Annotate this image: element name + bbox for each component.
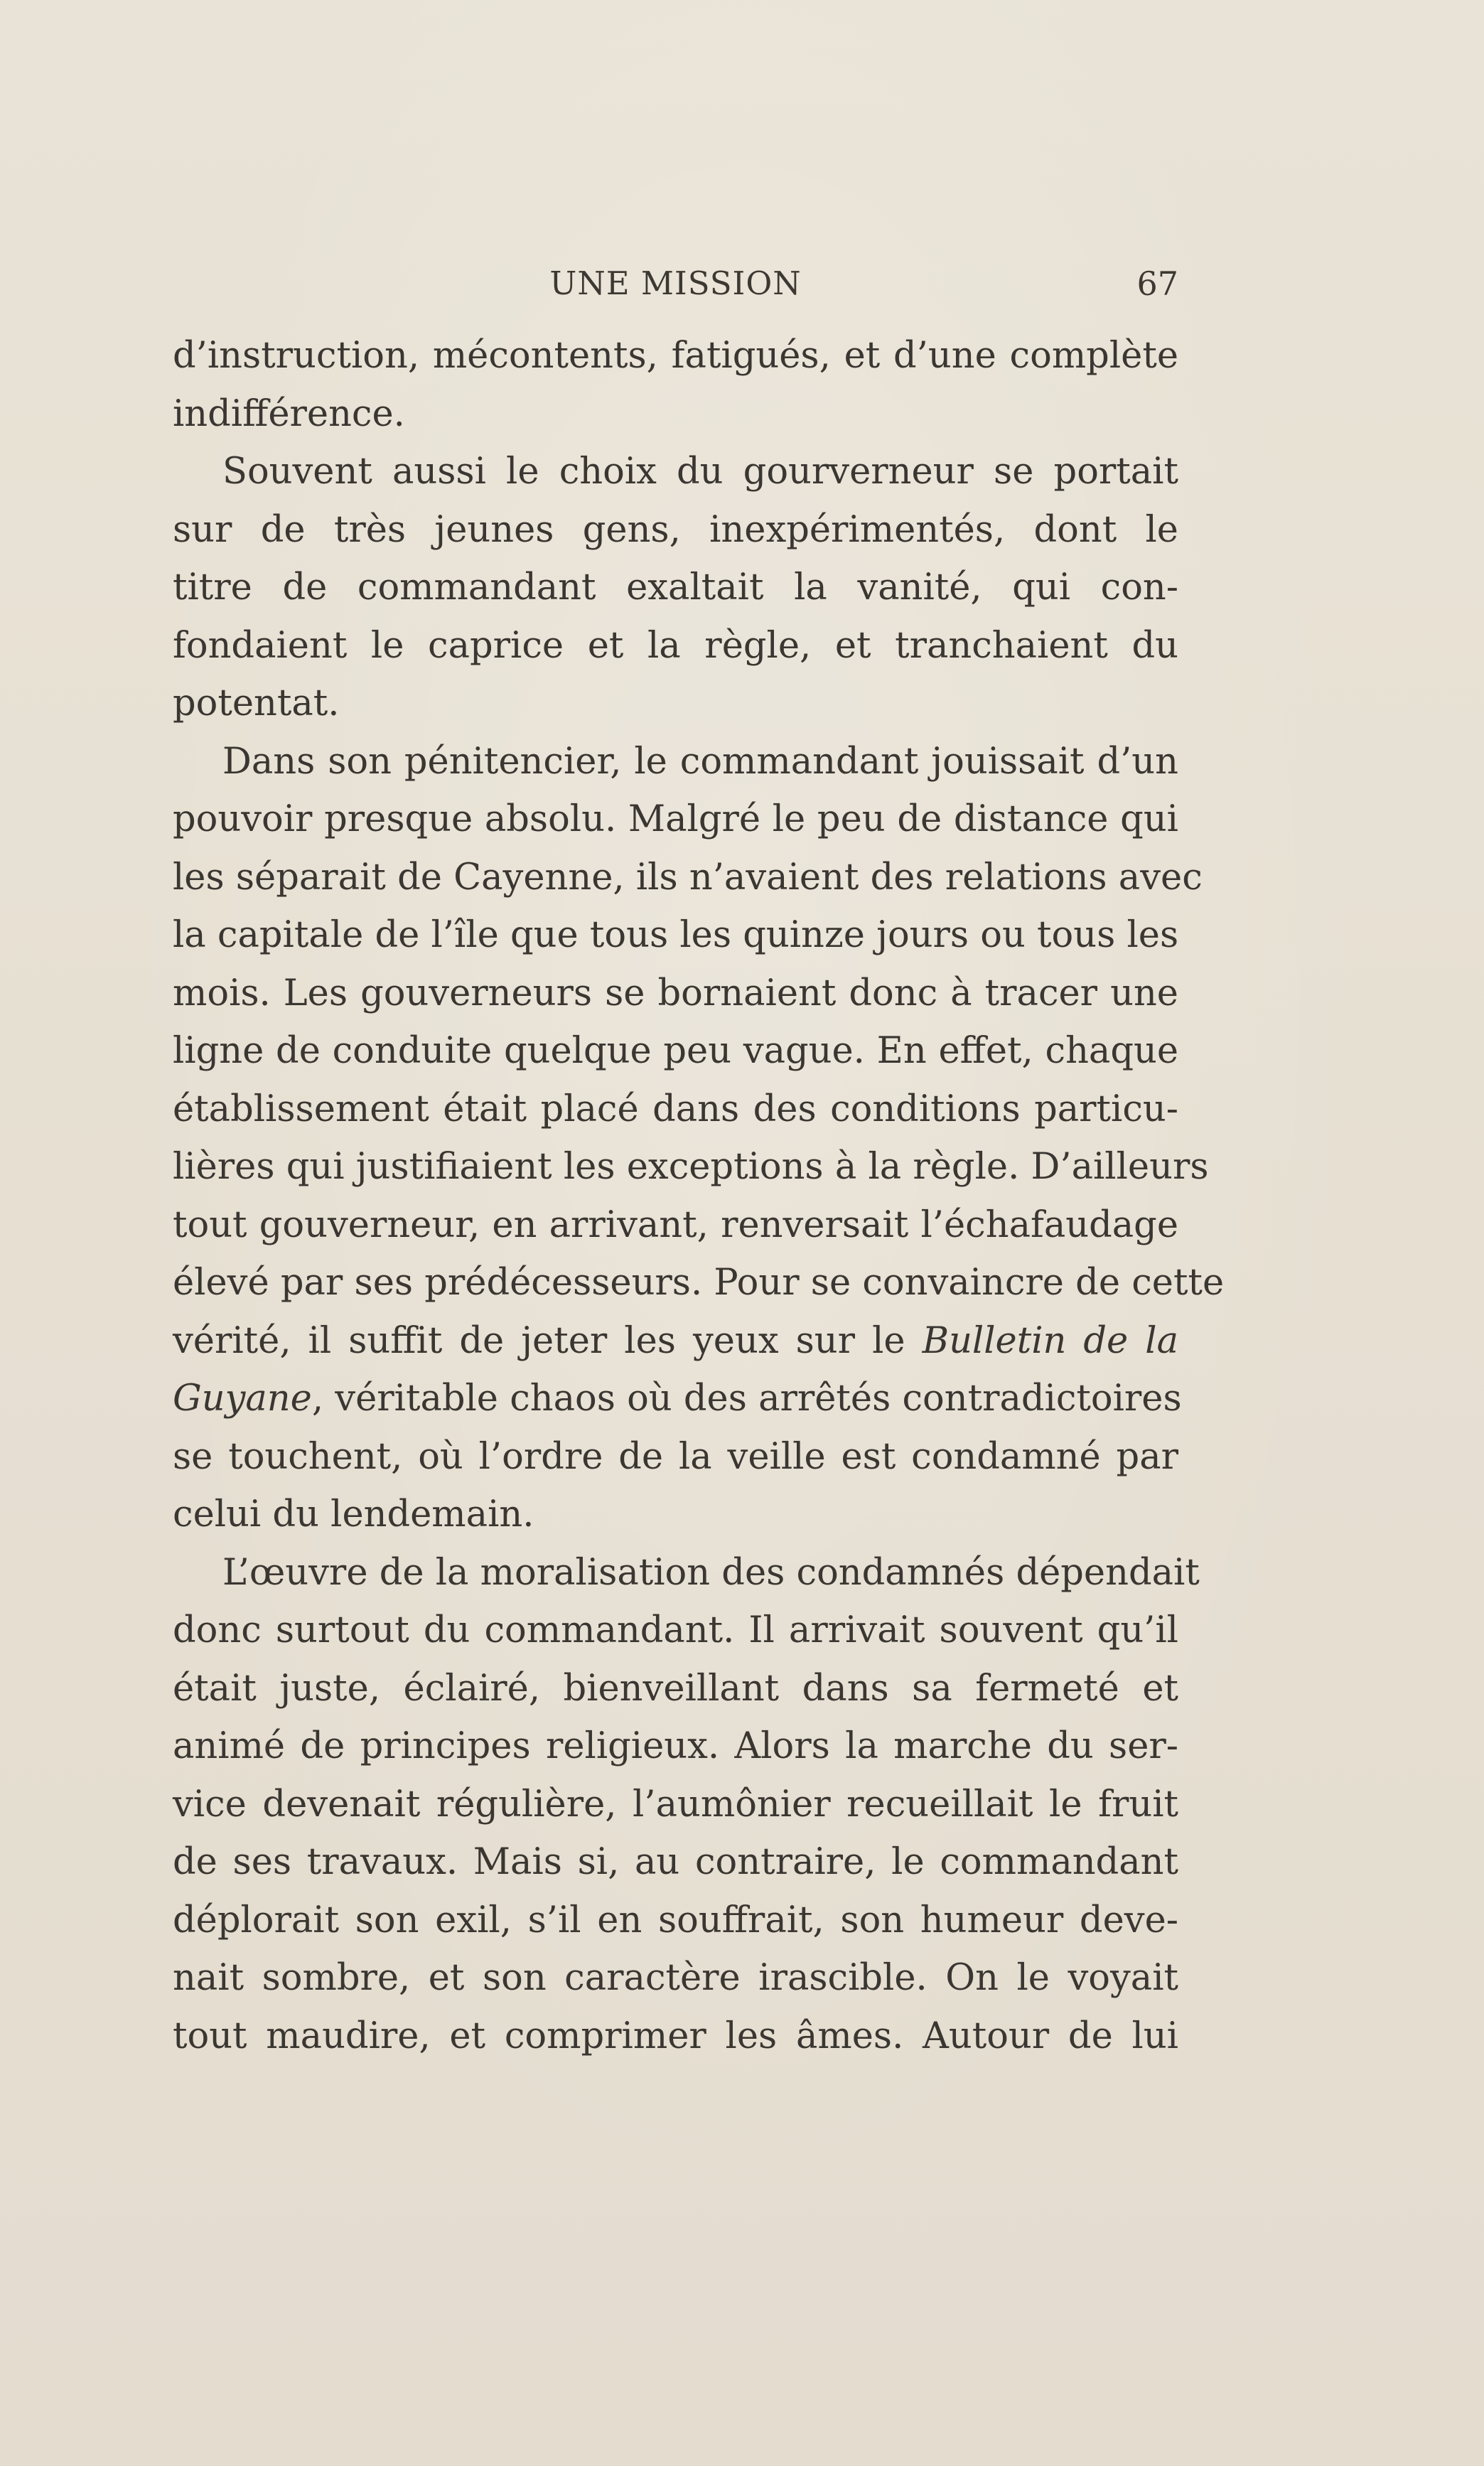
- text-line: fondaient le caprice et la règle, et tranchaient du: [173, 624, 1178, 667]
- text-line: pouvoir presque absolu. Malgré le peu de distance qui: [173, 798, 1178, 840]
- text-line: potentat.: [173, 682, 340, 724]
- text-line: la capitale de l’île que tous les quinze jours ou tous les: [173, 914, 1179, 956]
- text-line: mois. Les gouverneurs se bornaient donc à tracer une: [173, 972, 1178, 1014]
- running-title: UNE MISSION: [549, 264, 802, 302]
- text-line: Souvent aussi le choix du gourverneur se portait: [222, 451, 1178, 493]
- body-text: [173, 327, 1225, 2065]
- text-line: lières qui justifiaient les exceptions à la règle. D’ailleurs: [173, 1146, 1209, 1188]
- page-number: 67: [1136, 264, 1178, 303]
- italic-title: Guyane: [173, 1378, 312, 1420]
- text-line: tout maudire, et comprimer les âmes. Autour de lui: [173, 2015, 1178, 2057]
- text-line: déplorait son exil, s’il en souffrait, son humeur deve-: [173, 1899, 1178, 1941]
- text-line: sur de très jeunes gens, inexpérimentés, dont le: [173, 508, 1178, 551]
- text-line: élevé par ses prédécesseurs. Pour se convaincre de cette: [173, 1262, 1225, 1304]
- text-line: Dans son pénitencier, le commandant jouissait d’un: [222, 740, 1178, 783]
- running-head: [173, 264, 1178, 316]
- text-line: nait sombre, et son caractère irascible. On le voyait: [173, 1957, 1178, 1999]
- text-line: tout gouverneur, en arrivant, renversait l’échafaudage: [173, 1203, 1178, 1246]
- text-line: indifférence.: [173, 392, 405, 435]
- text-line: établissement était placé dans des conditions particu-: [173, 1088, 1178, 1130]
- text-line-with-italic: vérité, il suffit de jeter les yeux sur le Bulletin de la: [173, 1319, 1178, 1362]
- text-line: de ses travaux. Mais si, au contraire, le commandant: [173, 1841, 1178, 1883]
- text-line: titre de commandant exaltait la vanité, qui con-: [173, 567, 1178, 609]
- text-line: celui du lendemain.: [173, 1494, 534, 1535]
- text-line: les séparait de Cayenne, ils n’avaient des relations avec: [173, 856, 1203, 899]
- text-line: d’instruction, mécontents, fatigués, et d’une complète: [173, 335, 1178, 377]
- italic-title: Bulletin de la: [922, 1319, 1178, 1362]
- text-line: se touchent, où l’ordre de la veille est condamné par: [173, 1435, 1178, 1478]
- text-line: vice devenait régulière, l’aumônier recueillait le fruit: [173, 1783, 1178, 1826]
- text-line: L’œuvre de la moralisation des condamnés dépendait: [222, 1551, 1200, 1594]
- text-line: donc surtout du commandant. Il arrivait souvent qu’il: [173, 1609, 1178, 1651]
- text-line: était juste, éclairé, bienveillant dans sa fermeté et: [173, 1667, 1178, 1710]
- text-line: ligne de conduite quelque peu vague. En effet, chaque: [173, 1030, 1178, 1072]
- text-line: animé de principes religieux. Alors la marche du ser-: [173, 1725, 1178, 1767]
- text-line-with-italic: Guyane, véritable chaos où des arrêtés contradictoires: [173, 1378, 1182, 1420]
